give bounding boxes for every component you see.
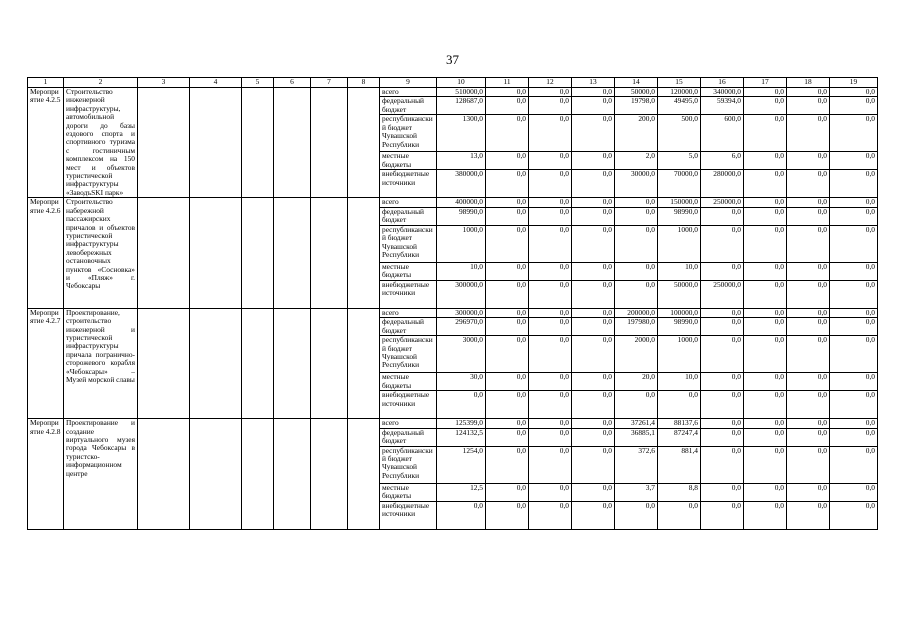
amount-cell: 0,0 [529, 152, 572, 170]
amount-cell: 6,0 [701, 152, 744, 170]
amount-cell: 0,0 [787, 501, 830, 529]
amount-cell: 0,0 [529, 308, 572, 317]
funding-source: всего [380, 308, 437, 317]
amount-cell: 0,0 [744, 483, 787, 501]
amount-cell: 0,0 [572, 97, 615, 115]
amount-cell: 88137,6 [658, 419, 701, 428]
amount-cell: 0,0 [529, 262, 572, 280]
amount-cell: 0,0 [744, 207, 787, 225]
amount-cell: 380000,0 [437, 170, 486, 198]
amount-cell: 0,0 [744, 419, 787, 428]
amount-cell: 5,0 [658, 152, 701, 170]
funding-source: всего [380, 88, 437, 97]
amount-cell: 197980,0 [615, 318, 658, 336]
amount-cell: 0,0 [486, 308, 529, 317]
amount-cell: 0,0 [486, 170, 529, 198]
amount-cell: 0,0 [486, 97, 529, 115]
funding-source: республиканский бюджет Чувашской Республики [380, 115, 437, 152]
amount-cell: 0,0 [830, 318, 878, 336]
amount-cell: 0,0 [787, 152, 830, 170]
funding-source: внебюджетные источники [380, 391, 437, 419]
amount-cell: 340000,0 [701, 88, 744, 97]
amount-cell: 0,0 [830, 115, 878, 152]
amount-cell: 50000,0 [658, 280, 701, 308]
amount-cell: 10,0 [658, 373, 701, 391]
empty-cell [138, 419, 190, 529]
amount-cell: 0,0 [787, 419, 830, 428]
amount-cell: 12,5 [437, 483, 486, 501]
measure-code: Мероприятие 4.2.7 [28, 308, 64, 418]
amount-cell: 98990,0 [658, 207, 701, 225]
amount-cell: 0,0 [529, 446, 572, 483]
amount-cell: 0,0 [787, 318, 830, 336]
funding-source: федеральный бюджет [380, 428, 437, 446]
amount-cell: 0,0 [701, 262, 744, 280]
amount-cell: 0,0 [486, 262, 529, 280]
column-header: 16 [701, 78, 744, 88]
amount-cell: 0,0 [572, 170, 615, 198]
amount-cell: 0,0 [701, 419, 744, 428]
budget-table [27, 77, 878, 530]
amount-cell: 0,0 [830, 170, 878, 198]
amount-cell: 0,0 [529, 428, 572, 446]
column-header: 5 [242, 78, 274, 88]
column-header: 15 [658, 78, 701, 88]
amount-cell: 2,0 [615, 152, 658, 170]
amount-cell: 0,0 [830, 207, 878, 225]
funding-source: федеральный бюджет [380, 318, 437, 336]
amount-cell: 0,0 [787, 280, 830, 308]
amount-cell: 0,0 [529, 483, 572, 501]
amount-cell: 0,0 [572, 225, 615, 262]
amount-cell: 36885,1 [615, 428, 658, 446]
empty-cell [190, 308, 242, 418]
amount-cell: 0,0 [787, 170, 830, 198]
amount-cell: 0,0 [744, 308, 787, 317]
amount-cell: 0,0 [830, 88, 878, 97]
amount-cell: 0,0 [787, 483, 830, 501]
amount-cell: 300000,0 [437, 308, 486, 317]
amount-cell: 3000,0 [437, 336, 486, 373]
amount-cell: 0,0 [572, 483, 615, 501]
amount-cell: 2000,0 [615, 336, 658, 373]
amount-cell: 0,0 [830, 419, 878, 428]
amount-cell: 0,0 [529, 318, 572, 336]
amount-cell: 70000,0 [658, 170, 701, 198]
amount-cell: 0,0 [437, 391, 486, 419]
empty-cell [242, 88, 274, 198]
amount-cell: 0,0 [486, 280, 529, 308]
amount-cell: 0,0 [529, 336, 572, 373]
amount-cell: 0,0 [486, 318, 529, 336]
amount-cell: 98990,0 [437, 207, 486, 225]
amount-cell: 19798,0 [615, 97, 658, 115]
amount-cell: 0,0 [701, 207, 744, 225]
amount-cell: 0,0 [529, 391, 572, 419]
amount-cell: 0,0 [744, 97, 787, 115]
amount-cell: 0,0 [830, 152, 878, 170]
empty-cell [242, 198, 274, 308]
empty-cell [190, 198, 242, 308]
column-number-row [28, 78, 878, 88]
table-row [28, 88, 878, 97]
amount-cell: 400000,0 [437, 198, 486, 207]
amount-cell: 0,0 [529, 419, 572, 428]
amount-cell: 0,0 [744, 318, 787, 336]
amount-cell: 0,0 [529, 115, 572, 152]
amount-cell: 0,0 [572, 308, 615, 317]
amount-cell: 3,7 [615, 483, 658, 501]
funding-source: федеральный бюджет [380, 207, 437, 225]
amount-cell: 0,0 [529, 198, 572, 207]
column-header: 6 [274, 78, 311, 88]
empty-cell [348, 88, 380, 198]
amount-cell: 0,0 [572, 373, 615, 391]
budget-table-body [28, 88, 878, 530]
measure-name: Строительство инженерной инфраструктуры, автомобильной дороги до базы ездового спорта и спортивного туризма с гостиничным комплексом на 150 мест и объектов туристической инфраструктуры «ЗаводъSKI парк» [64, 88, 138, 198]
amount-cell: 0,0 [486, 373, 529, 391]
funding-source: местные бюджеты [380, 152, 437, 170]
amount-cell: 881,4 [658, 446, 701, 483]
funding-source: республиканский бюджет Чувашской Республики [380, 225, 437, 262]
amount-cell: 0,0 [744, 152, 787, 170]
amount-cell: 200000,0 [615, 308, 658, 317]
empty-cell [242, 308, 274, 418]
amount-cell: 0,0 [830, 391, 878, 419]
measure-name: Строительство набережной пассажирских причалов и объектов туристической инфраструктуры левобережных остановочных пунктов «Сосновка» и «Пляж» г. Чебоксары [64, 198, 138, 308]
amount-cell: 0,0 [615, 198, 658, 207]
table-row [28, 198, 878, 207]
funding-source: республиканский бюджет Чувашской Республики [380, 336, 437, 373]
empty-cell [348, 419, 380, 529]
column-header: 2 [64, 78, 138, 88]
amount-cell: 0,0 [787, 373, 830, 391]
amount-cell: 0,0 [486, 446, 529, 483]
amount-cell: 0,0 [787, 115, 830, 152]
amount-cell: 0,0 [486, 225, 529, 262]
amount-cell: 0,0 [486, 428, 529, 446]
amount-cell: 0,0 [572, 391, 615, 419]
amount-cell: 0,0 [529, 225, 572, 262]
empty-cell [190, 419, 242, 529]
amount-cell: 0,0 [830, 446, 878, 483]
amount-cell: 0,0 [615, 280, 658, 308]
amount-cell: 0,0 [787, 198, 830, 207]
amount-cell: 0,0 [830, 336, 878, 373]
amount-cell: 49495,0 [658, 97, 701, 115]
amount-cell: 0,0 [486, 115, 529, 152]
amount-cell: 0,0 [744, 501, 787, 529]
empty-cell [274, 419, 311, 529]
table-row [28, 419, 878, 428]
amount-cell: 0,0 [572, 336, 615, 373]
column-header: 10 [437, 78, 486, 88]
amount-cell: 0,0 [529, 373, 572, 391]
amount-cell: 0,0 [615, 391, 658, 419]
column-header: 4 [190, 78, 242, 88]
amount-cell: 50000,0 [615, 88, 658, 97]
measure-code: Мероприятие 4.2.8 [28, 419, 64, 529]
amount-cell: 30,0 [437, 373, 486, 391]
amount-cell: 0,0 [486, 483, 529, 501]
amount-cell: 0,0 [787, 207, 830, 225]
amount-cell: 125399,0 [437, 419, 486, 428]
amount-cell: 0,0 [701, 391, 744, 419]
amount-cell: 0,0 [615, 501, 658, 529]
amount-cell: 0,0 [701, 446, 744, 483]
amount-cell: 0,0 [830, 428, 878, 446]
amount-cell: 10,0 [437, 262, 486, 280]
empty-cell [138, 198, 190, 308]
amount-cell: 0,0 [787, 97, 830, 115]
amount-cell: 0,0 [572, 152, 615, 170]
amount-cell: 0,0 [787, 88, 830, 97]
column-header: 11 [486, 78, 529, 88]
amount-cell: 300000,0 [437, 280, 486, 308]
amount-cell: 0,0 [701, 373, 744, 391]
column-header: 13 [572, 78, 615, 88]
amount-cell: 1000,0 [658, 336, 701, 373]
empty-cell [348, 198, 380, 308]
amount-cell: 0,0 [744, 446, 787, 483]
amount-cell: 10,0 [658, 262, 701, 280]
amount-cell: 0,0 [615, 225, 658, 262]
amount-cell: 0,0 [830, 501, 878, 529]
amount-cell: 0,0 [529, 170, 572, 198]
amount-cell: 0,0 [744, 225, 787, 262]
amount-cell: 0,0 [830, 225, 878, 262]
amount-cell: 0,0 [744, 198, 787, 207]
amount-cell: 200,0 [615, 115, 658, 152]
amount-cell: 0,0 [572, 88, 615, 97]
amount-cell: 0,0 [615, 262, 658, 280]
empty-cell [311, 308, 348, 418]
amount-cell: 0,0 [744, 115, 787, 152]
amount-cell: 0,0 [486, 152, 529, 170]
amount-cell: 1000,0 [658, 225, 701, 262]
amount-cell: 0,0 [572, 419, 615, 428]
amount-cell: 0,0 [486, 419, 529, 428]
funding-source: местные бюджеты [380, 373, 437, 391]
funding-source: внебюджетные источники [380, 280, 437, 308]
empty-cell [311, 419, 348, 529]
amount-cell: 0,0 [572, 318, 615, 336]
amount-cell: 0,0 [787, 262, 830, 280]
amount-cell: 0,0 [572, 280, 615, 308]
amount-cell: 0,0 [787, 446, 830, 483]
amount-cell: 0,0 [701, 501, 744, 529]
funding-source: республиканский бюджет Чувашской Республики [380, 446, 437, 483]
empty-cell [190, 88, 242, 198]
amount-cell: 0,0 [572, 501, 615, 529]
page-number: 37 [446, 52, 459, 67]
amount-cell: 0,0 [615, 207, 658, 225]
amount-cell: 0,0 [787, 428, 830, 446]
amount-cell: 0,0 [658, 391, 701, 419]
empty-cell [274, 198, 311, 308]
amount-cell: 0,0 [529, 97, 572, 115]
amount-cell: 0,0 [744, 262, 787, 280]
amount-cell: 0,0 [529, 280, 572, 308]
amount-cell: 0,0 [486, 88, 529, 97]
amount-cell: 500,0 [658, 115, 701, 152]
amount-cell: 37261,4 [615, 419, 658, 428]
empty-cell [138, 308, 190, 418]
amount-cell: 510000,0 [437, 88, 486, 97]
amount-cell: 0,0 [701, 225, 744, 262]
empty-cell [311, 198, 348, 308]
empty-cell [274, 88, 311, 198]
funding-source: всего [380, 419, 437, 428]
amount-cell: 20,0 [615, 373, 658, 391]
column-header: 9 [380, 78, 437, 88]
table-row [28, 308, 878, 317]
amount-cell: 0,0 [529, 207, 572, 225]
amount-cell: 0,0 [486, 198, 529, 207]
amount-cell: 0,0 [701, 483, 744, 501]
amount-cell: 0,0 [787, 225, 830, 262]
column-header: 18 [787, 78, 830, 88]
funding-source: внебюджетные источники [380, 501, 437, 529]
amount-cell: 0,0 [572, 198, 615, 207]
measure-name: Проектирование и создание виртуального музея города Чебоксары в туристско-информационном центре [64, 419, 138, 529]
amount-cell: 0,0 [830, 308, 878, 317]
amount-cell: 0,0 [744, 391, 787, 419]
measure-name: Проектирование, строительство инженерной и туристической инфраструктуры причала пограничнo-сторожевого корабля «Чебоксары» – Музей морской славы [64, 308, 138, 418]
funding-source: местные бюджеты [380, 262, 437, 280]
amount-cell: 0,0 [744, 88, 787, 97]
column-header: 17 [744, 78, 787, 88]
column-header: 14 [615, 78, 658, 88]
amount-cell: 30000,0 [615, 170, 658, 198]
amount-cell: 120000,0 [658, 88, 701, 97]
amount-cell: 0,0 [744, 336, 787, 373]
amount-cell: 0,0 [572, 262, 615, 280]
amount-cell: 59394,0 [701, 97, 744, 115]
amount-cell: 0,0 [787, 336, 830, 373]
amount-cell: 1000,0 [437, 225, 486, 262]
empty-cell [348, 308, 380, 418]
amount-cell: 0,0 [830, 280, 878, 308]
amount-cell: 0,0 [529, 501, 572, 529]
amount-cell: 250000,0 [701, 280, 744, 308]
column-header: 8 [348, 78, 380, 88]
measure-code: Мероприятие 4.2.5 [28, 88, 64, 198]
amount-cell: 0,0 [486, 207, 529, 225]
amount-cell: 0,0 [744, 280, 787, 308]
funding-source: федеральный бюджет [380, 97, 437, 115]
amount-cell: 0,0 [486, 391, 529, 419]
amount-cell: 1254,0 [437, 446, 486, 483]
amount-cell: 1300,0 [437, 115, 486, 152]
amount-cell: 0,0 [830, 373, 878, 391]
amount-cell: 87247,4 [658, 428, 701, 446]
amount-cell: 250000,0 [701, 198, 744, 207]
empty-cell [242, 419, 274, 529]
amount-cell: 0,0 [701, 308, 744, 317]
amount-cell: 0,0 [572, 428, 615, 446]
amount-cell: 600,0 [701, 115, 744, 152]
amount-cell: 0,0 [744, 170, 787, 198]
amount-cell: 0,0 [437, 501, 486, 529]
amount-cell: 0,0 [744, 428, 787, 446]
amount-cell: 0,0 [787, 308, 830, 317]
amount-cell: 0,0 [701, 336, 744, 373]
column-header: 3 [138, 78, 190, 88]
amount-cell: 0,0 [529, 88, 572, 97]
empty-cell [274, 308, 311, 418]
measure-code: Мероприятие 4.2.6 [28, 198, 64, 308]
column-header: 12 [529, 78, 572, 88]
amount-cell: 8,8 [658, 483, 701, 501]
amount-cell: 0,0 [486, 501, 529, 529]
amount-cell: 0,0 [486, 336, 529, 373]
amount-cell: 0,0 [701, 318, 744, 336]
amount-cell: 296970,0 [437, 318, 486, 336]
amount-cell: 0,0 [572, 115, 615, 152]
amount-cell: 280000,0 [701, 170, 744, 198]
funding-source: местные бюджеты [380, 483, 437, 501]
amount-cell: 128687,0 [437, 97, 486, 115]
amount-cell: 0,0 [572, 446, 615, 483]
amount-cell: 0,0 [830, 198, 878, 207]
amount-cell: 0,0 [830, 483, 878, 501]
funding-source: внебюджетные источники [380, 170, 437, 198]
amount-cell: 0,0 [701, 428, 744, 446]
empty-cell [138, 88, 190, 198]
amount-cell: 0,0 [830, 97, 878, 115]
amount-cell: 98990,0 [658, 318, 701, 336]
amount-cell: 100000,0 [658, 308, 701, 317]
amount-cell: 0,0 [787, 391, 830, 419]
amount-cell: 0,0 [572, 207, 615, 225]
column-header: 7 [311, 78, 348, 88]
empty-cell [311, 88, 348, 198]
amount-cell: 0,0 [744, 373, 787, 391]
amount-cell: 0,0 [830, 262, 878, 280]
amount-cell: 0,0 [658, 501, 701, 529]
amount-cell: 124132,5 [437, 428, 486, 446]
column-header: 1 [28, 78, 64, 88]
amount-cell: 372,6 [615, 446, 658, 483]
column-header: 19 [830, 78, 878, 88]
amount-cell: 13,0 [437, 152, 486, 170]
amount-cell: 150000,0 [658, 198, 701, 207]
funding-source: всего [380, 198, 437, 207]
